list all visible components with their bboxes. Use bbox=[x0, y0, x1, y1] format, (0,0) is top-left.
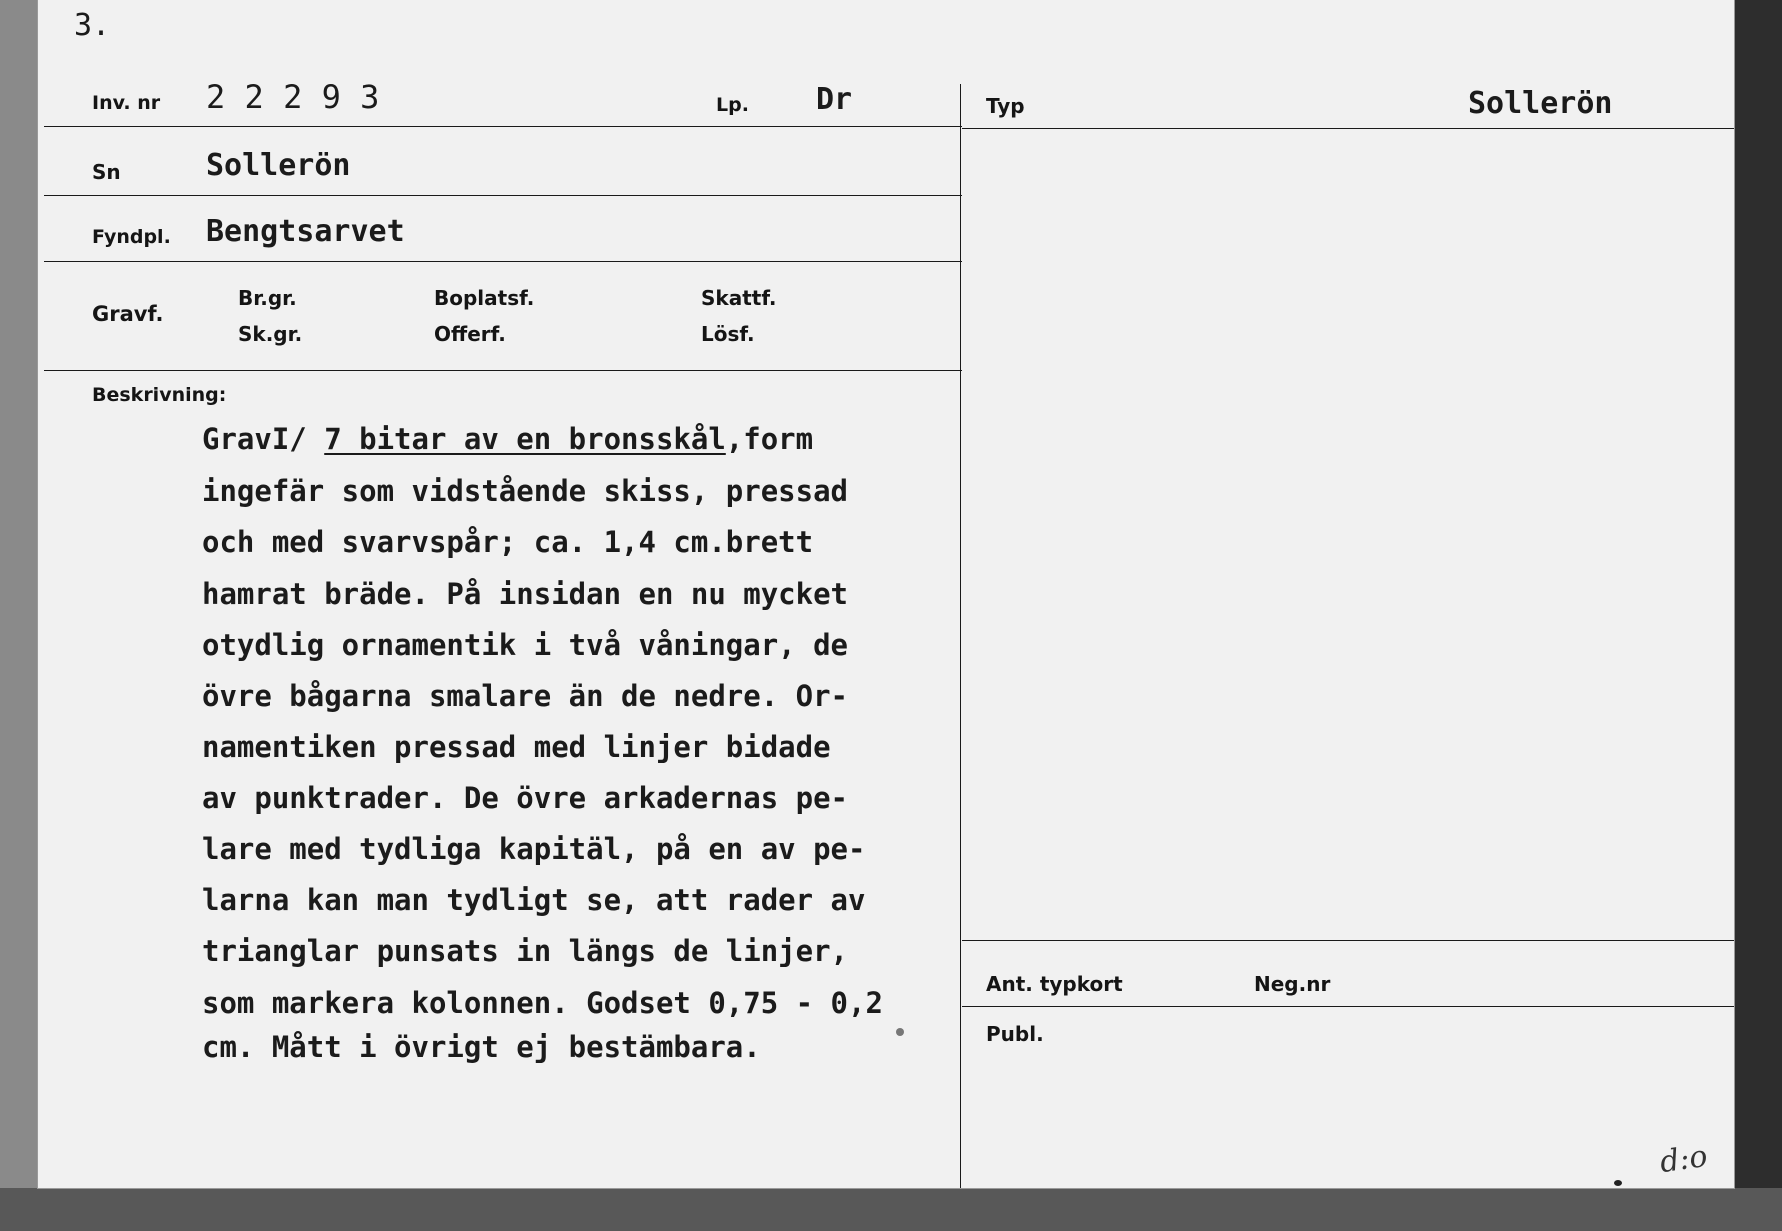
lp-label: Lp. bbox=[716, 94, 749, 116]
column-divider bbox=[960, 84, 961, 1188]
rule-gravf bbox=[44, 370, 962, 371]
offerf-label: Offerf. bbox=[434, 322, 506, 346]
description-line: namentiken pressad med linjer bidade bbox=[202, 730, 831, 764]
description-line: cm. Mått i övrigt ej bestämbara. bbox=[202, 1030, 761, 1064]
lp-value: Dr bbox=[816, 82, 853, 117]
typ-value: Sollerön bbox=[1468, 86, 1613, 121]
boplatsf-label: Boplatsf. bbox=[434, 286, 535, 310]
scan-background-left bbox=[0, 0, 38, 1231]
scan-background-bottom bbox=[0, 1188, 1782, 1231]
description-line: av punktrader. De övre arkadernas pe- bbox=[202, 781, 849, 815]
publ-label: Publ. bbox=[986, 1022, 1044, 1046]
card-number: 3. bbox=[74, 8, 111, 43]
scan-background-right bbox=[1734, 0, 1782, 1231]
description-line: som markera kolonnen. Godset 0,75 - 0,2 bbox=[202, 986, 883, 1020]
ant-typkort-label: Ant. typkort bbox=[986, 972, 1123, 996]
handwritten-note: d:o bbox=[1657, 1138, 1710, 1181]
description-underlined-phrase: 7 bitar av en bronsskål bbox=[324, 422, 726, 456]
description-line: trianglar punsats in längs de linjer, bbox=[202, 934, 849, 968]
fyndpl-value: Bengtsarvet bbox=[206, 214, 405, 249]
catalog-card bbox=[38, 0, 1734, 1188]
ink-spot bbox=[1614, 1180, 1622, 1186]
neg-nr-label: Neg.nr bbox=[1254, 972, 1331, 996]
description-line-1 bbox=[202, 422, 813, 456]
description-line-1-suffix: ,form bbox=[725, 422, 814, 456]
rule-publ bbox=[962, 1006, 1734, 1007]
description-line: larna kan man tydligt se, att rader av bbox=[202, 883, 866, 917]
skattf-label: Skattf. bbox=[701, 286, 777, 310]
rule-fyndpl bbox=[44, 261, 962, 262]
description-line: övre bågarna smalare än de nedre. Or- bbox=[202, 679, 849, 713]
typ-label: Typ bbox=[986, 94, 1025, 118]
ink-spot bbox=[896, 1028, 904, 1036]
rule-typ bbox=[962, 128, 1734, 129]
description-line: lare med tydliga kapitäl, på en av pe- bbox=[202, 832, 866, 866]
rule-sn bbox=[44, 195, 962, 196]
description-line: ingefär som vidstående skiss, pressad bbox=[202, 474, 849, 508]
rule-inv bbox=[44, 126, 962, 127]
sn-label: Sn bbox=[92, 160, 121, 184]
description-line: otydlig ornamentik i två våningar, de bbox=[202, 628, 849, 662]
brgr-label: Br.gr. bbox=[238, 286, 297, 310]
rule-typkort bbox=[962, 940, 1734, 941]
description-line: hamrat bräde. På insidan en nu mycket bbox=[202, 577, 849, 611]
inv-nr-value: 2 2 2 9 3 bbox=[206, 78, 380, 116]
beskrivning-label: Beskrivning: bbox=[92, 384, 227, 406]
gravf-label: Gravf. bbox=[92, 302, 164, 326]
description-line: och med svarvspår; ca. 1,4 cm.brett bbox=[202, 525, 814, 559]
skgr-label: Sk.gr. bbox=[238, 322, 303, 346]
sn-value: Sollerön bbox=[206, 148, 351, 183]
inv-nr-label: Inv. nr bbox=[92, 92, 161, 114]
losf-label: Lösf. bbox=[701, 322, 755, 346]
fyndpl-label: Fyndpl. bbox=[92, 226, 171, 248]
description-line-1-prefix: GravI/ bbox=[202, 422, 325, 456]
